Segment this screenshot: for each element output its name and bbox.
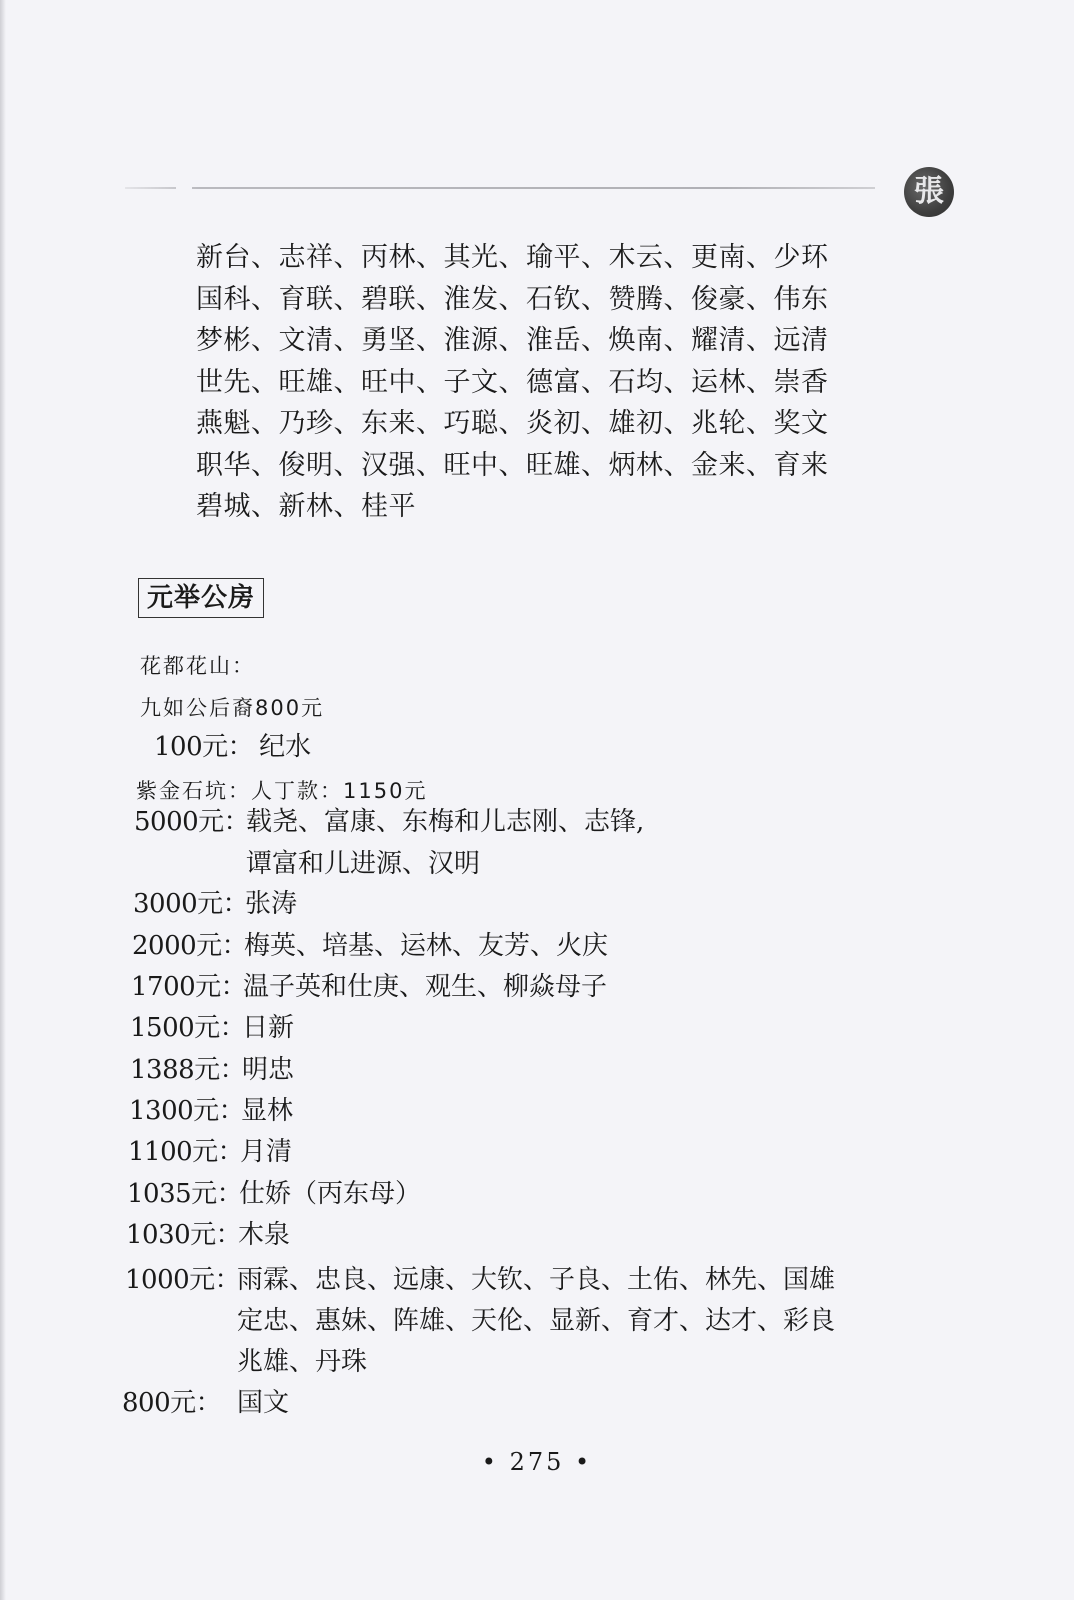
names-line: 燕魁、乃珍、东来、巧聪、炎初、雄初、兆轮、奖文 <box>196 408 829 439</box>
donation-amount: 1035元： <box>127 1179 243 1209</box>
location-label: 花都花山： <box>140 654 255 678</box>
donation-amount: 1030元： <box>126 1220 242 1250</box>
donation-row <box>122 1387 289 1419</box>
donation-amount: 2000元： <box>132 931 248 961</box>
donation-row <box>134 806 644 838</box>
donation-row <box>130 1012 294 1044</box>
seal-char: 張 <box>914 174 944 209</box>
donation-row <box>128 1136 292 1168</box>
donation-names: 梅英、培基、运林、友芳、火庆 <box>244 931 609 961</box>
donation-row <box>131 971 607 1003</box>
donation-names: 仕娇（丙东母） <box>239 1179 422 1209</box>
names-line: 碧城、新林、桂平 <box>196 491 416 522</box>
donation-row <box>133 888 297 920</box>
donation-names-cont: 定忠、惠妹、阵雄、天伦、显新、育才、达才、彩良 <box>237 1306 836 1336</box>
names-line: 梦彬、文清、勇坚、淮源、淮岳、焕南、耀清、远清 <box>196 325 829 356</box>
page-number: • 275 • <box>481 1448 593 1476</box>
header-rule-gap <box>176 186 192 190</box>
descendants-line: 九如公后裔800元 <box>140 696 325 720</box>
donation-names: 雨霖、忠良、远康、大钦、子良、土佑、林先、国雄 <box>237 1265 836 1295</box>
donation-amount: 5000元： <box>134 807 250 837</box>
donation-amount: 1300元： <box>129 1096 245 1126</box>
donation-names: 张涛 <box>245 889 298 919</box>
header-rule <box>125 187 875 189</box>
names-line: 新台、志祥、丙林、其光、瑜平、木云、更南、少环 <box>196 242 829 273</box>
donation-amount: 1100元： <box>128 1137 244 1167</box>
village-line: 紫金石坑：人丁款：1150元 <box>136 779 428 803</box>
donation-amount: 1388元： <box>130 1055 246 1085</box>
names-line: 国科、育联、碧联、淮发、石钦、赞腾、俊豪、伟东 <box>196 283 829 315</box>
names-line: 职华、俊明、汉强、旺中、旺雄、炳林、金来、育来 <box>196 449 829 481</box>
donation-amount: 1700元： <box>131 972 247 1002</box>
donation-row <box>126 1219 290 1251</box>
donation-row <box>127 1178 421 1210</box>
seal-logo <box>904 167 954 217</box>
donation-row <box>132 930 608 962</box>
donation-names: 国文 <box>237 1388 290 1418</box>
donation-row <box>125 1264 835 1296</box>
donation-row-100 <box>154 731 311 763</box>
donation-row <box>129 1095 293 1127</box>
donation-names: 日新 <box>242 1013 295 1043</box>
donation-amount: 100元： <box>154 732 254 762</box>
donation-names: 明忠 <box>242 1055 295 1085</box>
donation-amount: 3000元： <box>133 889 249 919</box>
names-line: 世先、旺雄、旺中、子文、德富、石均、运林、崇香 <box>196 366 829 398</box>
donation-amount: 1000元： <box>125 1265 241 1295</box>
donation-row <box>130 1054 294 1086</box>
donation-amount: 1500元： <box>130 1013 246 1043</box>
donation-names: 纪水 <box>259 732 312 762</box>
donation-names-cont: 谭富和儿进源、汉明 <box>246 849 481 879</box>
donation-names: 温子英和仕庚、观生、柳焱母子 <box>243 972 608 1002</box>
names-paragraph <box>196 237 876 528</box>
donation-names: 载尧、富康、东梅和儿志刚、志锋, <box>246 807 645 837</box>
donation-names: 显林 <box>241 1096 294 1126</box>
scan-edge <box>0 0 6 1600</box>
donation-names-cont: 兆雄、丹珠 <box>237 1347 368 1377</box>
donation-amount: 800元： <box>122 1388 222 1418</box>
donation-names: 木泉 <box>238 1220 291 1250</box>
donation-names: 月清 <box>240 1137 293 1167</box>
section-title: 元举公房 <box>138 578 264 618</box>
